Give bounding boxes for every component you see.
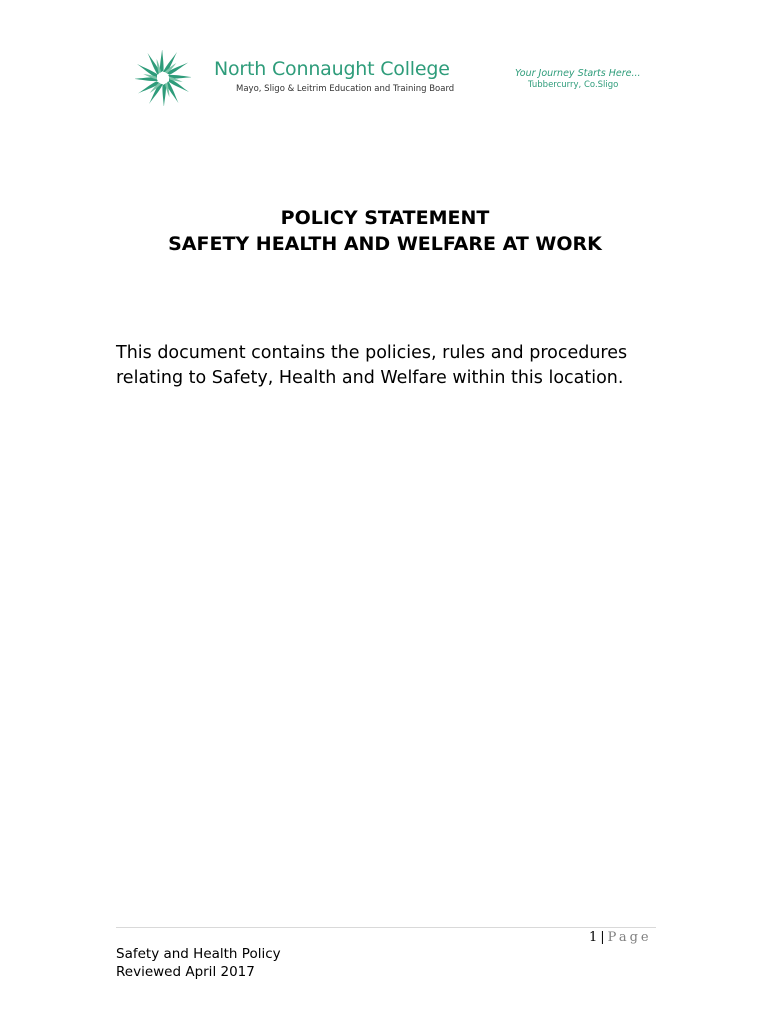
document-title-line-1: POLICY STATEMENT — [280, 207, 490, 229]
location: Tubbercurry, Co.Sligo — [528, 80, 619, 90]
footer-review-date: Reviewed April 2017 — [116, 964, 255, 980]
document-title-line-2: SAFETY HEALTH AND WELFARE AT WORK — [168, 233, 602, 255]
college-name: North Connaught College — [214, 58, 450, 80]
page-number-separator: | — [600, 930, 605, 945]
college-subtitle: Mayo, Sligo & Leitrim Education and Training Board — [236, 84, 455, 94]
footer-divider — [116, 927, 656, 928]
tagline: Your Journey Starts Here... — [515, 68, 641, 79]
swirl-logo-icon — [135, 50, 191, 106]
page-number — [589, 930, 652, 945]
page-number-value: 1 — [589, 930, 598, 945]
page-label: Page — [607, 930, 652, 945]
intro-paragraph: This document contains the policies, rules and procedures relating to Safety, Health and Welfare within this location. — [116, 343, 628, 388]
footer-document-name: Safety and Health Policy — [116, 946, 281, 962]
